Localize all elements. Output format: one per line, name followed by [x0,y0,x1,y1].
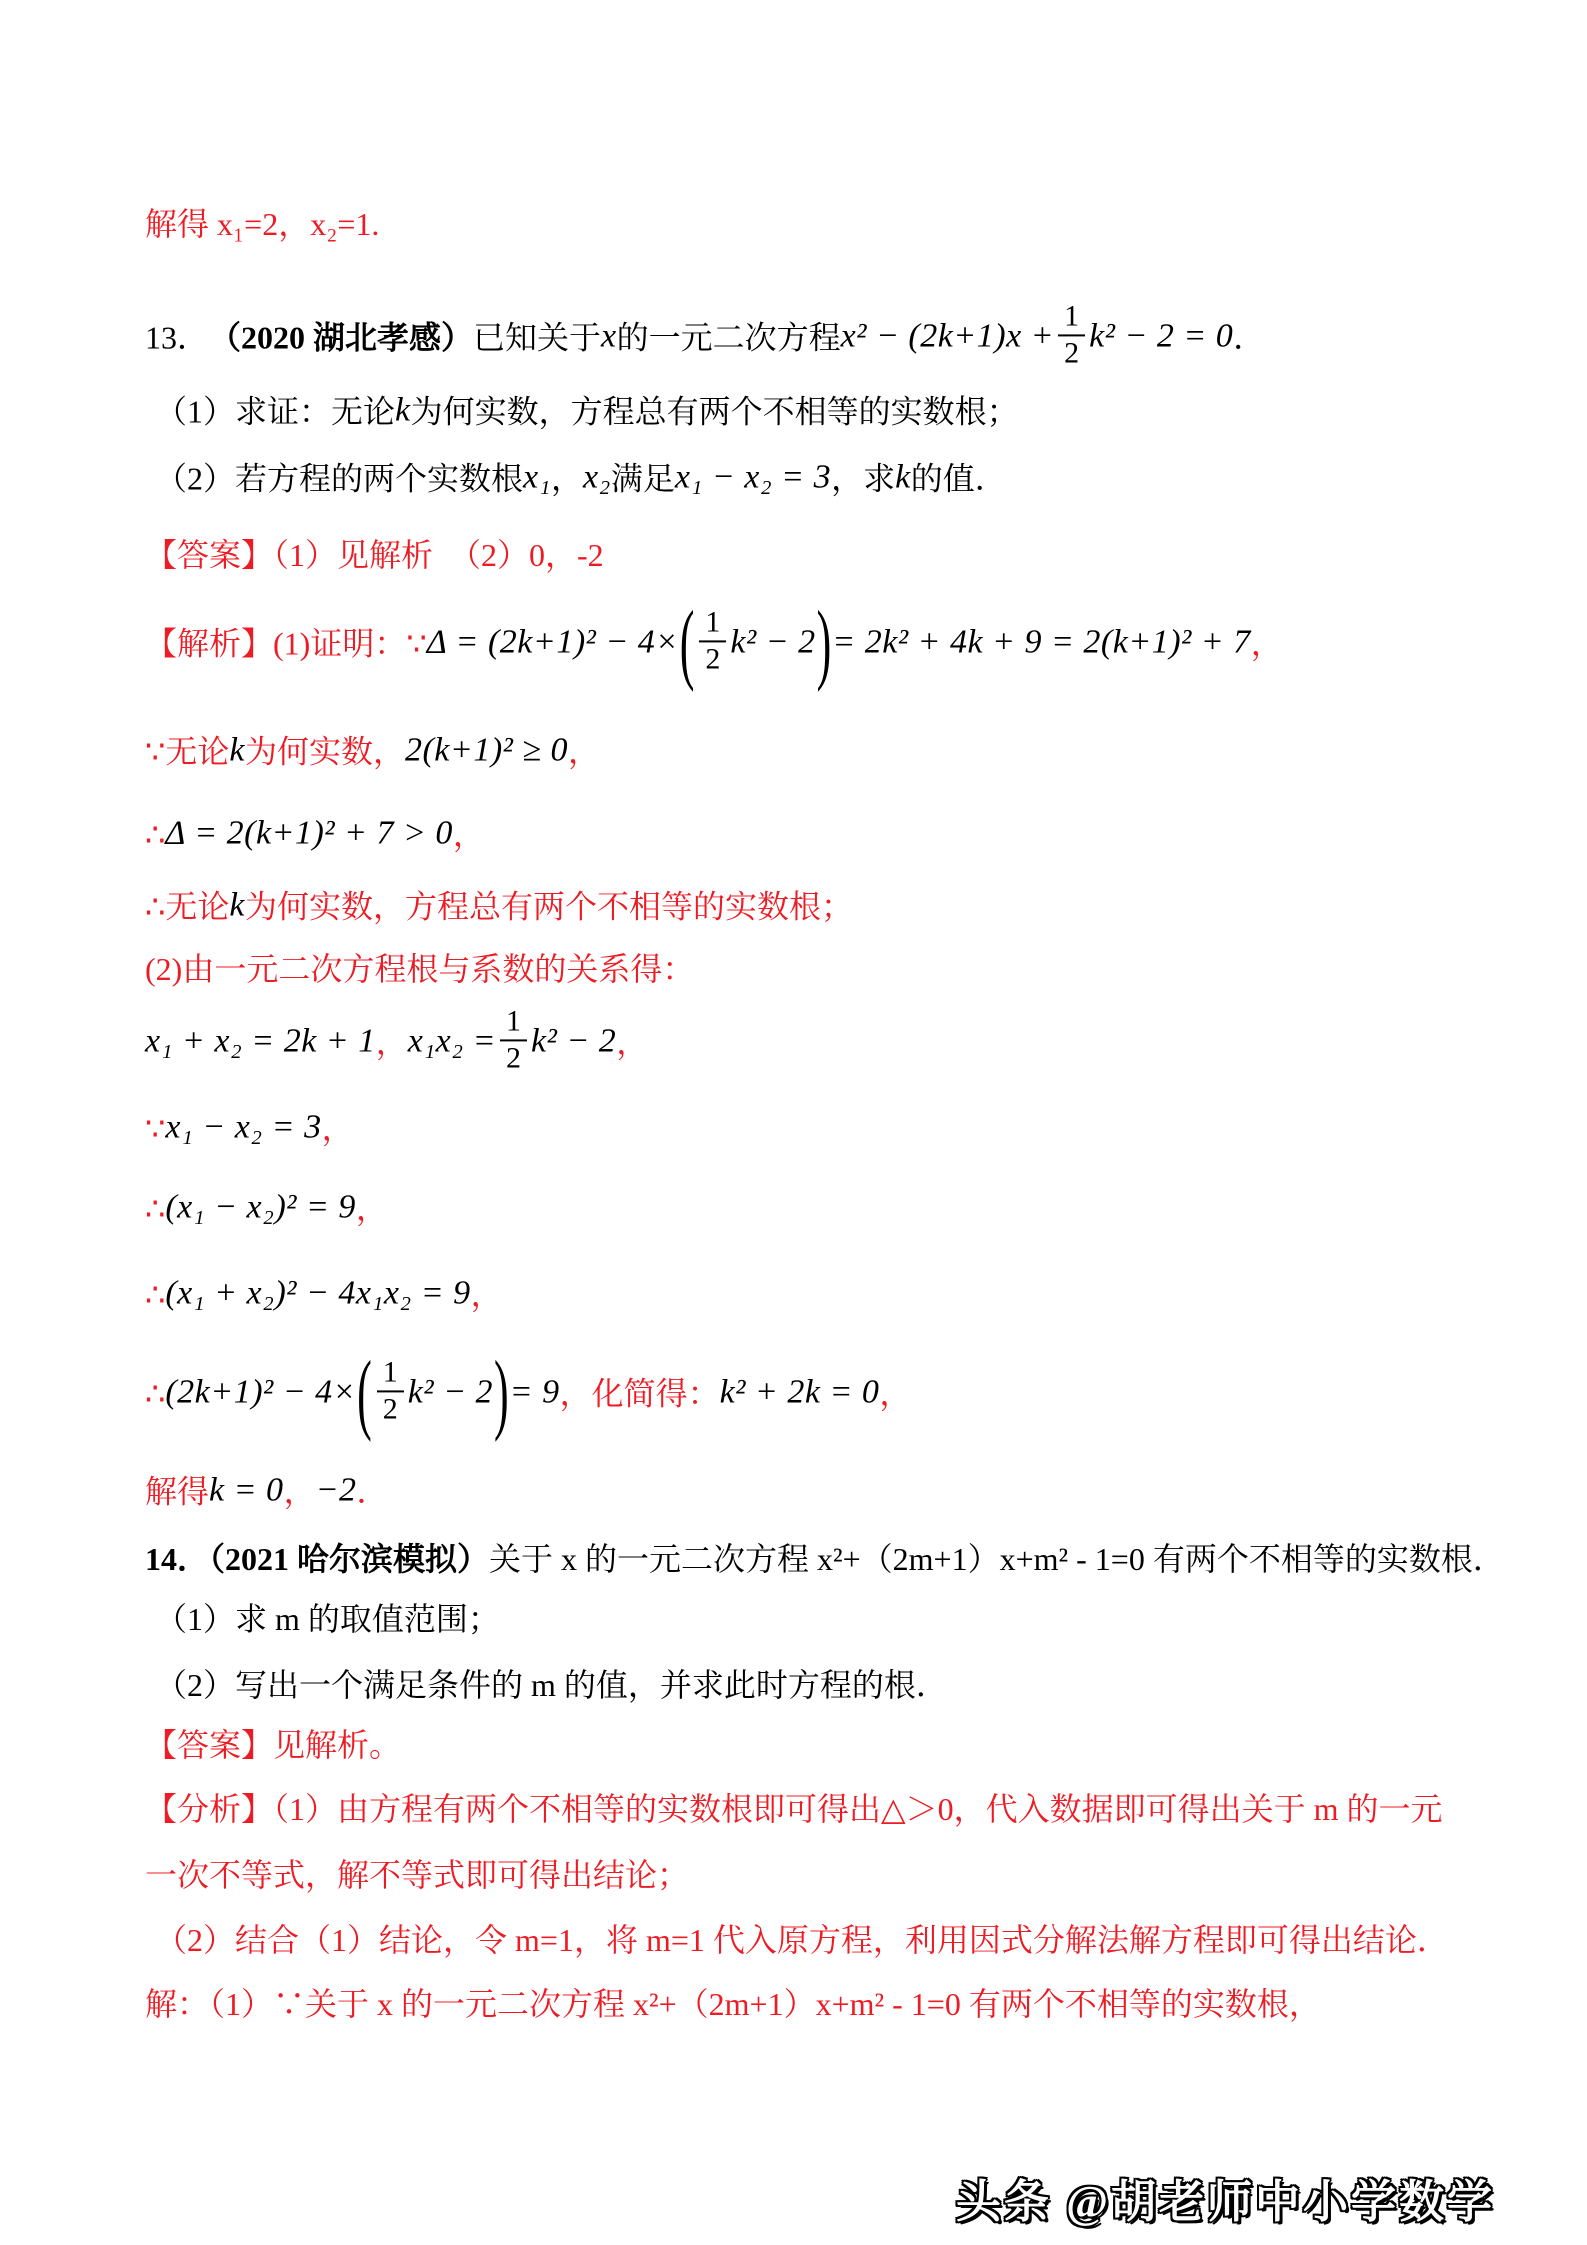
math-segment: k [229,886,245,924]
big-parenthesis: ) [494,1342,509,1443]
text-segment: ∴ [145,816,166,853]
math-segment: = 2k² + 4k + 9 = 2(k+1)² + 7 [832,623,1251,661]
math-segment: k [395,391,411,429]
q14-analysis-line3 [155,1916,1449,1960]
big-parenthesis: ( [357,1342,372,1443]
fraction-numerator: 1 [500,1006,527,1041]
math-segment: (x₁ − x₂)² = 9 [165,1188,356,1226]
math-segment: k² + 2k = 0 [719,1373,880,1411]
q13-vieta-equations [145,1004,649,1075]
text-segment: 【分析】（1）由方程有两个不相等的实数根即可得出△＞0，代入数据即可得出关于 m 的一元 [145,1790,1443,1827]
q13-k-result [145,1468,389,1513]
fraction-denominator: 2 [506,1041,522,1074]
q14-analysis-line1 [145,1785,1443,1829]
q13-proof-positive [145,811,485,856]
math-segment: k² − 2 = 0 [1089,317,1234,355]
fraction-numerator: 1 [699,607,726,642]
q13-proof-discriminant [145,592,1283,693]
math-fraction [500,1006,527,1073]
q14-stem [145,1535,1505,1579]
math-fraction [377,1357,404,1424]
q13-substitute-step [145,1342,912,1443]
fraction-denominator: 2 [705,642,721,675]
math-fraction [1058,301,1085,368]
text-segment: ， [321,1110,354,1147]
text-segment: ． [1233,319,1266,355]
q13-vieta-intro [145,945,694,989]
text-segment: ， [283,1473,316,1510]
text-segment: ， [568,733,601,770]
text-segment: ，求 [831,460,896,497]
big-parenthesis: ) [816,592,832,693]
q13-proof-nonneg [145,728,600,773]
q14-part1 [155,1595,500,1639]
text-segment: ， [550,460,583,497]
q13-part2 [155,455,1007,500]
text-segment: 为何实数， [244,733,405,770]
text-segment: 解：（1）∵关于 x 的一元二次方程 x²+（2m+1）x+m² - 1=0 有两个不相等的实数根， [145,1985,1321,2022]
math-segment: (2k+1)² − 4× [165,1373,357,1411]
text-segment: ， [616,1024,649,1060]
text-segment: 一次不等式，解不等式即可得出结论； [145,1856,690,1893]
text-segment: （1）求证：无论 [155,393,396,430]
text-segment: 的值． [910,460,1007,497]
math-segment: 2(k+1)² ≥ 0 [404,731,569,769]
text-segment: 为何实数，方程总有两个不相等的实数根； [410,393,1019,430]
text-segment: ． [356,1473,389,1510]
math-segment: x₂ [582,458,611,496]
text-segment: 解得 x₁=2，x₂=1. [145,205,380,242]
q12-roots-result [145,200,379,244]
q14-answer [145,1721,401,1765]
text-segment: 关于 x 的一元二次方程 x²+（2m+1）x+m² - 1=0 有两个不相等的实数根． [489,1540,1505,1577]
text-segment: ∴ [145,1190,166,1227]
q13-answer [145,531,604,575]
text-segment: (2)由一元二次方程根与系数的关系得： [145,950,695,987]
math-segment: k = 0 [209,1471,284,1509]
q13-part1 [155,388,1019,433]
text-segment: 的一元二次方程 [616,319,841,355]
text-segment: 无论 [165,733,230,770]
math-segment: Δ = 2(k+1)² + 7 > 0 [165,814,453,852]
math-segment: k [895,458,911,496]
text-segment: ∴ [145,1276,166,1313]
q13-stem [145,299,1266,370]
text-segment: （2）写出一个满足条件的 m 的值，并求此时方程的根． [155,1666,948,1703]
text-segment: ， [355,1190,388,1227]
math-segment: = 9 [509,1373,560,1411]
text-segment: ∴ [145,888,166,925]
text-segment: ∴ [145,1375,166,1411]
text-segment: 【答案】（1）见解析 （2）0，-2 [145,536,604,573]
watermark: 头条 @胡老师中小学数学 [955,2177,1495,2227]
text-segment: ， [375,1024,408,1060]
text-segment: 【答案】见解析。 [145,1726,402,1763]
text-segment: ， [470,1276,503,1313]
math-segment: x₁ − x₂ = 3 [674,458,832,496]
text-segment: ， [879,1375,912,1411]
q14-analysis-line2 [145,1851,689,1895]
text-segment: 13． [145,319,210,355]
text-segment: 14．（2021 哈尔滨模拟） [145,1540,490,1577]
math-segment: x₁ − x₂ = 3 [165,1108,322,1146]
big-parenthesis: ( [679,592,695,693]
q14-solution-line1 [145,1980,1321,2024]
q13-given-difference [145,1105,354,1150]
q13-square-step [145,1185,388,1230]
text-segment: （1）求 m 的取值范围； [155,1600,500,1637]
math-segment: k [229,731,245,769]
math-segment: −2 [315,1471,357,1509]
math-segment: k² − 2 [730,623,816,661]
text-segment: 无论 [165,888,230,925]
text-segment: （2020 湖北孝感） [209,319,474,355]
math-segment: k² − 2 [531,1022,617,1060]
math-segment: x² − (2k+1)x + [840,317,1055,355]
math-segment: x₁x₂ = [407,1022,497,1060]
text-segment: ∵ [145,733,166,770]
text-segment: （2）若方程的两个实数根 [155,460,524,497]
math-segment: x [601,317,617,355]
math-segment: Δ = (2k+1)² − 4× [426,623,679,661]
fraction-denominator: 2 [1064,336,1080,369]
text-segment: 【解析】(1)证明： [145,625,407,661]
text-segment: 为何实数，方程总有两个不相等的实数根； [244,888,853,925]
text-segment: 解得 [145,1473,210,1510]
fraction-denominator: 2 [382,1392,398,1425]
q14-part2 [155,1661,948,1705]
math-fraction [699,607,726,674]
math-segment: x₁ [523,458,551,496]
text-segment: （2）结合（1）结论，令 m=1，将 m=1 代入原方程，利用因式分解法解方程即可得出结论． [155,1921,1449,1958]
fraction-numerator: 1 [377,1357,404,1392]
fraction-numerator: 1 [1058,301,1085,336]
math-segment: x₁ + x₂ = 2k + 1 [145,1022,376,1060]
text-segment: ， [1250,625,1283,661]
text-segment: ∵ [145,1110,166,1147]
text-segment: 满足 [610,460,675,497]
text-segment: ， [452,816,485,853]
text-segment: 已知关于 [473,319,602,355]
text-segment: ，化简得： [559,1375,720,1411]
math-segment: (x₁ + x₂)² − 4x₁x₂ = 9 [165,1274,471,1312]
q13-expand-step [145,1271,503,1316]
text-segment: ∵ [406,625,427,661]
math-segment: k² − 2 [407,1373,494,1411]
q13-proof-conclusion [145,883,853,928]
